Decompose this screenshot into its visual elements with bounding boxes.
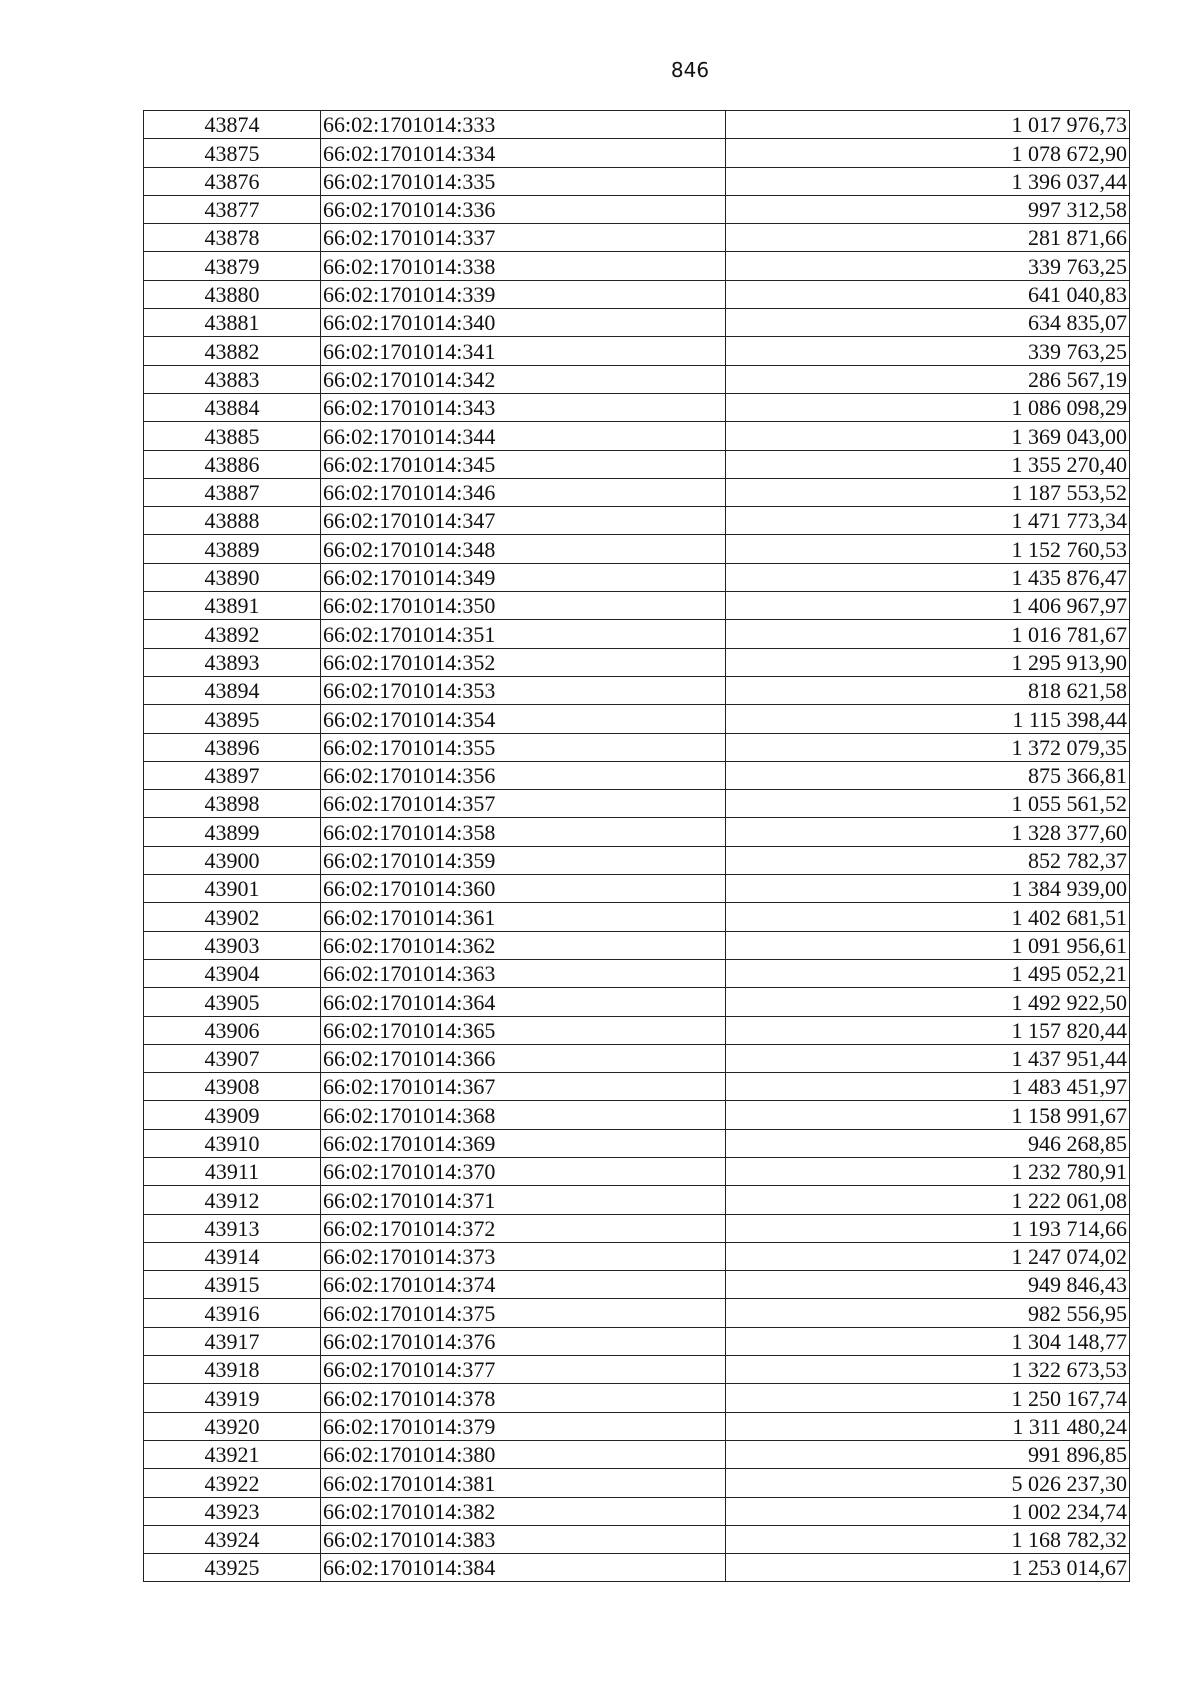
table-row [144,1242,1130,1270]
cadastral-number-cell: 66:02:1701014:371 [321,1186,726,1214]
cadastral-number-cell: 66:02:1701014:336 [321,195,726,223]
page-number: 846 [670,58,710,82]
cadastral-value-cell: 1 115 398,44 [726,705,1130,733]
cadastral-value-table [143,110,1130,1582]
cadastral-number-cell: 66:02:1701014:364 [321,988,726,1016]
cadastral-value-cell: 1 495 052,21 [726,959,1130,987]
cadastral-number-cell: 66:02:1701014:384 [321,1554,726,1582]
row-number-cell: 43901 [144,875,321,903]
cadastral-value-cell: 339 763,25 [726,337,1130,365]
table-row [144,224,1130,252]
row-number-cell: 43907 [144,1044,321,1072]
table-row [144,1299,1130,1327]
row-number-cell: 43920 [144,1412,321,1440]
table-row [144,1016,1130,1044]
cadastral-number-cell: 66:02:1701014:373 [321,1242,726,1270]
table-row [144,875,1130,903]
table-row [144,252,1130,280]
cadastral-number-cell: 66:02:1701014:341 [321,337,726,365]
row-number-cell: 43880 [144,280,321,308]
table-row [144,195,1130,223]
cadastral-value-cell: 1 253 014,67 [726,1554,1130,1582]
table-row [144,1327,1130,1355]
cadastral-value-cell: 997 312,58 [726,195,1130,223]
table-row [144,931,1130,959]
table-row [144,959,1130,987]
cadastral-number-cell: 66:02:1701014:340 [321,309,726,337]
row-number-cell: 43916 [144,1299,321,1327]
cadastral-number-cell: 66:02:1701014:352 [321,648,726,676]
cadastral-number-cell: 66:02:1701014:348 [321,535,726,563]
cadastral-value-cell: 1 247 074,02 [726,1242,1130,1270]
row-number-cell: 43914 [144,1242,321,1270]
cadastral-number-cell: 66:02:1701014:350 [321,592,726,620]
cadastral-number-cell: 66:02:1701014:355 [321,733,726,761]
cadastral-value-cell: 1 232 780,91 [726,1157,1130,1185]
table-row [144,1271,1130,1299]
cadastral-value-cell: 1 016 781,67 [726,620,1130,648]
cadastral-value-cell: 1 017 976,73 [726,111,1130,139]
row-number-cell: 43898 [144,790,321,818]
cadastral-number-cell: 66:02:1701014:372 [321,1214,726,1242]
cadastral-value-cell: 1 483 451,97 [726,1073,1130,1101]
cadastral-value-cell: 1 193 714,66 [726,1214,1130,1242]
table-row [144,705,1130,733]
cadastral-number-cell: 66:02:1701014:347 [321,507,726,535]
cadastral-number-cell: 66:02:1701014:351 [321,620,726,648]
row-number-cell: 43881 [144,309,321,337]
table-row [144,988,1130,1016]
cadastral-value-cell: 875 366,81 [726,761,1130,789]
table-row [144,790,1130,818]
row-number-cell: 43883 [144,365,321,393]
cadastral-number-cell: 66:02:1701014:362 [321,931,726,959]
cadastral-number-cell: 66:02:1701014:367 [321,1073,726,1101]
row-number-cell: 43903 [144,931,321,959]
cadastral-number-cell: 66:02:1701014:345 [321,450,726,478]
cadastral-value-cell: 1 396 037,44 [726,167,1130,195]
table-body [144,111,1130,1582]
cadastral-number-cell: 66:02:1701014:366 [321,1044,726,1072]
cadastral-number-cell: 66:02:1701014:358 [321,818,726,846]
cadastral-number-cell: 66:02:1701014:382 [321,1497,726,1525]
cadastral-value-cell: 982 556,95 [726,1299,1130,1327]
table-row [144,1440,1130,1468]
table-row [144,167,1130,195]
cadastral-number-cell: 66:02:1701014:349 [321,563,726,591]
cadastral-value-cell: 1 086 098,29 [726,393,1130,421]
row-number-cell: 43895 [144,705,321,733]
row-number-cell: 43911 [144,1157,321,1185]
cadastral-value-cell: 1 435 876,47 [726,563,1130,591]
cadastral-number-cell: 66:02:1701014:360 [321,875,726,903]
cadastral-value-cell: 1 187 553,52 [726,478,1130,506]
table-row [144,1525,1130,1553]
cadastral-number-cell: 66:02:1701014:338 [321,252,726,280]
cadastral-number-cell: 66:02:1701014:369 [321,1129,726,1157]
cadastral-value-cell: 852 782,37 [726,846,1130,874]
cadastral-value-cell: 818 621,58 [726,676,1130,704]
cadastral-number-cell: 66:02:1701014:353 [321,676,726,704]
table-row [144,1044,1130,1072]
cadastral-number-cell: 66:02:1701014:379 [321,1412,726,1440]
table-row [144,365,1130,393]
table-row [144,507,1130,535]
cadastral-value-cell: 1 295 913,90 [726,648,1130,676]
cadastral-value-cell: 1 250 167,74 [726,1384,1130,1412]
row-number-cell: 43915 [144,1271,321,1299]
cadastral-number-cell: 66:02:1701014:357 [321,790,726,818]
row-number-cell: 43897 [144,761,321,789]
row-number-cell: 43879 [144,252,321,280]
table-row [144,280,1130,308]
cadastral-number-cell: 66:02:1701014:383 [321,1525,726,1553]
row-number-cell: 43925 [144,1554,321,1582]
row-number-cell: 43893 [144,648,321,676]
cadastral-value-cell: 1 168 782,32 [726,1525,1130,1553]
row-number-cell: 43878 [144,224,321,252]
row-number-cell: 43899 [144,818,321,846]
table-row [144,563,1130,591]
table-row [144,761,1130,789]
table-row [144,818,1130,846]
table-row [144,1186,1130,1214]
cadastral-value-cell: 1 328 377,60 [726,818,1130,846]
cadastral-number-cell: 66:02:1701014:365 [321,1016,726,1044]
cadastral-value-cell: 5 026 237,30 [726,1469,1130,1497]
row-number-cell: 43910 [144,1129,321,1157]
cadastral-value-cell: 1 304 148,77 [726,1327,1130,1355]
cadastral-number-cell: 66:02:1701014:344 [321,422,726,450]
cadastral-number-cell: 66:02:1701014:346 [321,478,726,506]
row-number-cell: 43890 [144,563,321,591]
cadastral-value-cell: 1 369 043,00 [726,422,1130,450]
cadastral-number-cell: 66:02:1701014:335 [321,167,726,195]
cadastral-value-cell: 1 406 967,97 [726,592,1130,620]
row-number-cell: 43888 [144,507,321,535]
row-number-cell: 43892 [144,620,321,648]
table-row [144,1412,1130,1440]
cadastral-value-cell: 1 322 673,53 [726,1356,1130,1384]
cadastral-value-cell: 1 355 270,40 [726,450,1130,478]
row-number-cell: 43922 [144,1469,321,1497]
cadastral-number-cell: 66:02:1701014:380 [321,1440,726,1468]
table-row [144,676,1130,704]
cadastral-value-cell: 281 871,66 [726,224,1130,252]
cadastral-number-cell: 66:02:1701014:354 [321,705,726,733]
cadastral-value-cell: 1 372 079,35 [726,733,1130,761]
table-row [144,1469,1130,1497]
cadastral-number-cell: 66:02:1701014:378 [321,1384,726,1412]
cadastral-number-cell: 66:02:1701014:337 [321,224,726,252]
row-number-cell: 43891 [144,592,321,620]
row-number-cell: 43924 [144,1525,321,1553]
row-number-cell: 43894 [144,676,321,704]
row-number-cell: 43900 [144,846,321,874]
cadastral-number-cell: 66:02:1701014:363 [321,959,726,987]
table-row [144,309,1130,337]
table-row [144,1356,1130,1384]
cadastral-value-cell: 1 492 922,50 [726,988,1130,1016]
table-row [144,620,1130,648]
row-number-cell: 43919 [144,1384,321,1412]
row-number-cell: 43909 [144,1101,321,1129]
table-row [144,478,1130,506]
row-number-cell: 43912 [144,1186,321,1214]
cadastral-number-cell: 66:02:1701014:356 [321,761,726,789]
row-number-cell: 43906 [144,1016,321,1044]
table-row [144,592,1130,620]
cadastral-value-cell: 339 763,25 [726,252,1130,280]
cadastral-value-cell: 949 846,43 [726,1271,1130,1299]
table-row [144,1157,1130,1185]
row-number-cell: 43905 [144,988,321,1016]
row-number-cell: 43896 [144,733,321,761]
table-row [144,535,1130,563]
cadastral-value-cell: 1 152 760,53 [726,535,1130,563]
row-number-cell: 43885 [144,422,321,450]
cadastral-number-cell: 66:02:1701014:370 [321,1157,726,1185]
cadastral-value-cell: 1 402 681,51 [726,903,1130,931]
row-number-cell: 43917 [144,1327,321,1355]
cadastral-value-cell: 1 157 820,44 [726,1016,1130,1044]
table-row [144,1073,1130,1101]
row-number-cell: 43876 [144,167,321,195]
cadastral-number-cell: 66:02:1701014:334 [321,139,726,167]
row-number-cell: 43884 [144,393,321,421]
cadastral-value-cell: 286 567,19 [726,365,1130,393]
cadastral-value-cell: 1 055 561,52 [726,790,1130,818]
cadastral-number-cell: 66:02:1701014:368 [321,1101,726,1129]
cadastral-number-cell: 66:02:1701014:343 [321,393,726,421]
table-row [144,846,1130,874]
row-number-cell: 43875 [144,139,321,167]
table-row [144,1214,1130,1242]
cadastral-number-cell: 66:02:1701014:333 [321,111,726,139]
cadastral-value-cell: 1 002 234,74 [726,1497,1130,1525]
table-row [144,393,1130,421]
row-number-cell: 43904 [144,959,321,987]
table-row [144,648,1130,676]
row-number-cell: 43889 [144,535,321,563]
row-number-cell: 43923 [144,1497,321,1525]
cadastral-value-cell: 1 158 991,67 [726,1101,1130,1129]
row-number-cell: 43887 [144,478,321,506]
row-number-cell: 43921 [144,1440,321,1468]
cadastral-number-cell: 66:02:1701014:377 [321,1356,726,1384]
row-number-cell: 43877 [144,195,321,223]
cadastral-number-cell: 66:02:1701014:375 [321,1299,726,1327]
cadastral-value-cell: 991 896,85 [726,1440,1130,1468]
cadastral-value-cell: 1 311 480,24 [726,1412,1130,1440]
table-row [144,1129,1130,1157]
cadastral-number-cell: 66:02:1701014:359 [321,846,726,874]
cadastral-value-cell: 634 835,07 [726,309,1130,337]
cadastral-value-cell: 1 078 672,90 [726,139,1130,167]
cadastral-number-cell: 66:02:1701014:376 [321,1327,726,1355]
cadastral-value-cell: 946 268,85 [726,1129,1130,1157]
row-number-cell: 43908 [144,1073,321,1101]
cadastral-value-cell: 641 040,83 [726,280,1130,308]
table-row [144,1101,1130,1129]
table-row [144,450,1130,478]
row-number-cell: 43886 [144,450,321,478]
table-row [144,111,1130,139]
cadastral-value-cell: 1 437 951,44 [726,1044,1130,1072]
cadastral-number-cell: 66:02:1701014:361 [321,903,726,931]
cadastral-value-cell: 1 384 939,00 [726,875,1130,903]
row-number-cell: 43882 [144,337,321,365]
row-number-cell: 43918 [144,1356,321,1384]
cadastral-number-cell: 66:02:1701014:374 [321,1271,726,1299]
table-row [144,1384,1130,1412]
cadastral-value-cell: 1 091 956,61 [726,931,1130,959]
table-row [144,1554,1130,1582]
table-row [144,422,1130,450]
row-number-cell: 43874 [144,111,321,139]
cadastral-value-cell: 1 222 061,08 [726,1186,1130,1214]
table-row [144,903,1130,931]
row-number-cell: 43913 [144,1214,321,1242]
cadastral-number-cell: 66:02:1701014:342 [321,365,726,393]
table-row [144,733,1130,761]
table-row [144,139,1130,167]
cadastral-value-cell: 1 471 773,34 [726,507,1130,535]
cadastral-number-cell: 66:02:1701014:339 [321,280,726,308]
row-number-cell: 43902 [144,903,321,931]
table-row [144,1497,1130,1525]
table-row [144,337,1130,365]
cadastral-number-cell: 66:02:1701014:381 [321,1469,726,1497]
